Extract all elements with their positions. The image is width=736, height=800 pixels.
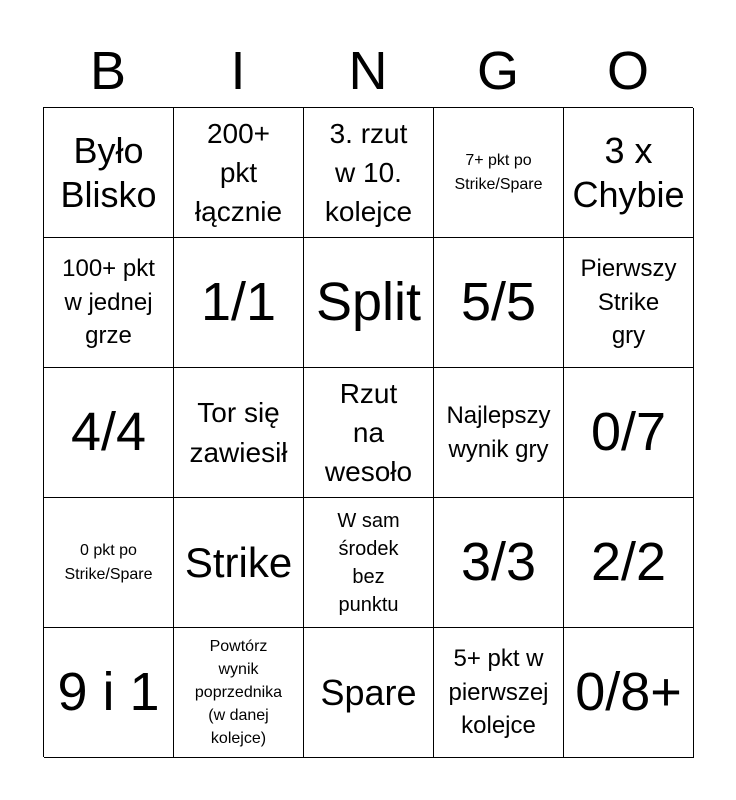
header-letter-b: B bbox=[89, 41, 127, 101]
cell-text: 100+ pkt w jednej grze bbox=[62, 255, 155, 350]
bingo-cell[interactable] bbox=[44, 498, 174, 628]
cell-text: Split bbox=[315, 272, 422, 333]
cell-text: 0/8+ bbox=[575, 662, 682, 723]
cell-text: Powtórz wynik poprzednika (w danej kolejce) bbox=[194, 637, 283, 748]
bingo-cell[interactable] bbox=[174, 368, 304, 498]
bingo-cell[interactable] bbox=[434, 238, 564, 368]
cell-text: Strike bbox=[184, 538, 293, 586]
bingo-card-grid bbox=[43, 107, 693, 757]
header-letter-o: O bbox=[606, 41, 649, 101]
bingo-cell[interactable] bbox=[564, 368, 694, 498]
cell-text: 1/1 bbox=[200, 272, 277, 333]
cell-text: Pierwszy Strike gry bbox=[580, 255, 677, 350]
cell-text: Było Blisko bbox=[60, 130, 157, 215]
header-letter-n: N bbox=[348, 41, 388, 101]
bingo-cell[interactable] bbox=[44, 238, 174, 368]
bingo-cell[interactable] bbox=[304, 498, 434, 628]
cell-text: W sam środek bez punktu bbox=[337, 509, 400, 616]
cell-text: 9 i 1 bbox=[57, 662, 160, 723]
bingo-cell[interactable] bbox=[44, 628, 174, 758]
bingo-cell[interactable] bbox=[304, 368, 434, 498]
cell-text: 3. rzut w 10. kolejce bbox=[324, 117, 413, 228]
cell-text: Najlepszy wynik gry bbox=[446, 401, 551, 463]
bingo-cell[interactable] bbox=[304, 628, 434, 758]
cell-text: 0 pkt po Strike/Spare bbox=[64, 542, 153, 583]
cell-text: 200+ pkt łącznie bbox=[194, 117, 283, 228]
bingo-cell[interactable] bbox=[174, 628, 304, 758]
bingo-cell[interactable] bbox=[174, 238, 304, 368]
bingo-cell[interactable] bbox=[44, 108, 174, 238]
bingo-cell[interactable] bbox=[434, 368, 564, 498]
bingo-cell[interactable] bbox=[174, 108, 304, 238]
cell-text: 7+ pkt po Strike/Spare bbox=[454, 152, 543, 193]
cell-text: 5+ pkt w pierwszej kolejce bbox=[448, 645, 549, 740]
cell-text: 2/2 bbox=[590, 532, 667, 593]
cell-text: 0/7 bbox=[590, 402, 667, 463]
header-letter-i: I bbox=[230, 41, 246, 101]
bingo-cell[interactable] bbox=[304, 238, 434, 368]
bingo-cell[interactable] bbox=[434, 108, 564, 238]
cell-text: Spare bbox=[320, 671, 417, 713]
cell-text: 5/5 bbox=[460, 272, 537, 333]
cell-text: 3/3 bbox=[460, 532, 537, 593]
header-letter-g: G bbox=[476, 41, 519, 101]
bingo-cell[interactable] bbox=[564, 498, 694, 628]
bingo-cell[interactable] bbox=[174, 498, 304, 628]
cell-text: 4/4 bbox=[70, 402, 147, 463]
bingo-cell[interactable] bbox=[564, 238, 694, 368]
bingo-header bbox=[43, 34, 693, 108]
bingo-cell[interactable] bbox=[44, 368, 174, 498]
bingo-cell[interactable] bbox=[434, 498, 564, 628]
bingo-cell[interactable] bbox=[564, 108, 694, 238]
bingo-cell[interactable] bbox=[564, 628, 694, 758]
bingo-cell[interactable] bbox=[434, 628, 564, 758]
cell-text: 3 x Chybie bbox=[572, 130, 685, 215]
bingo-cell[interactable] bbox=[304, 108, 434, 238]
cell-text: Rzut na wesoło bbox=[324, 377, 413, 488]
cell-text: Tor się zawiesił bbox=[189, 397, 288, 468]
